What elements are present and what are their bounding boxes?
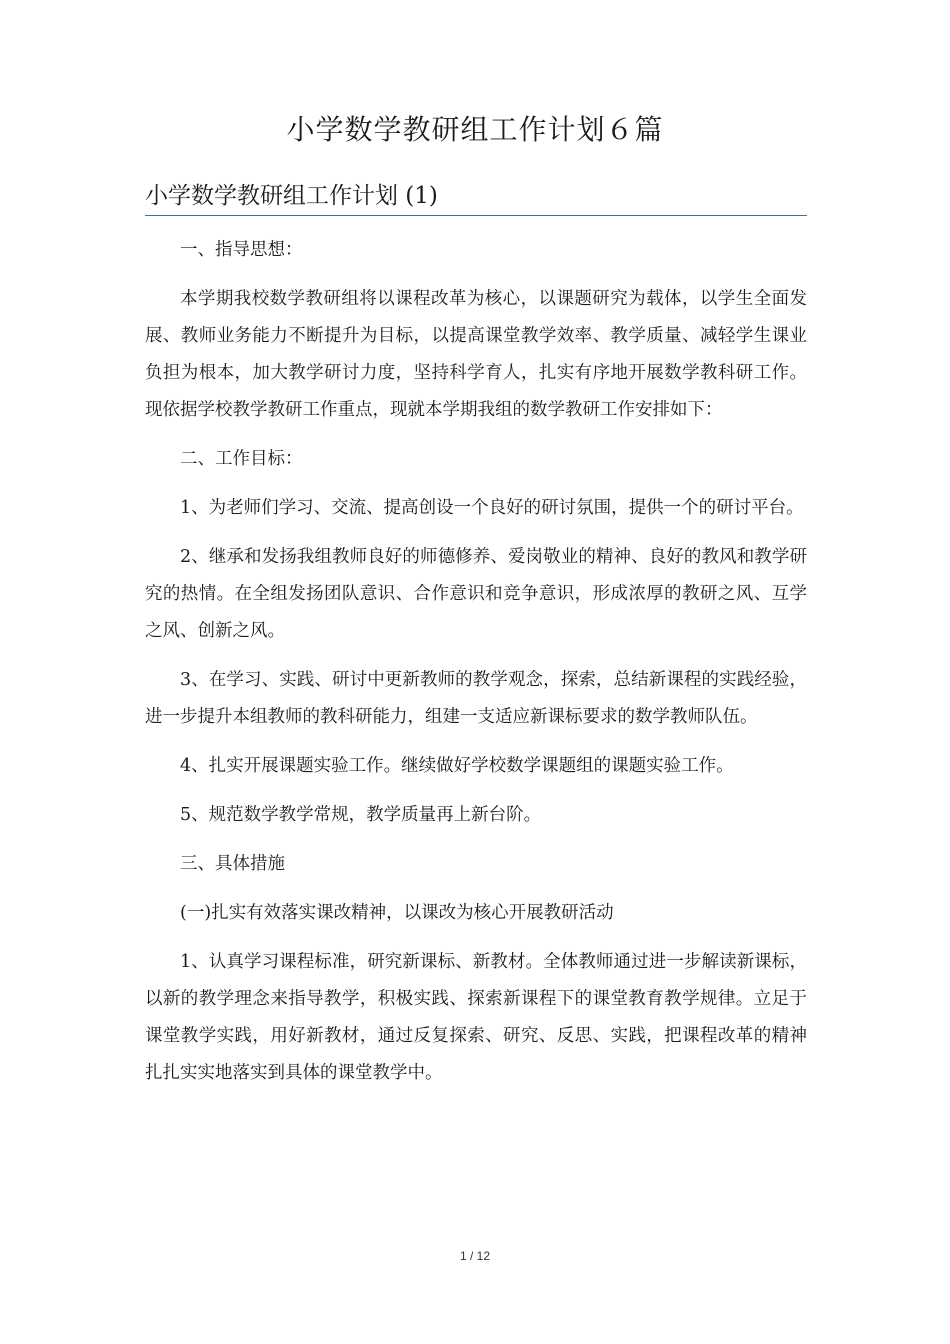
document-title: 小学数学教研组工作计划６篇 — [286, 113, 664, 146]
paragraph-guiding-ideology: 本学期我校数学教研组将以课程改革为核心，以课题研究为载体，以学生全面发展、教师业务能力不断提升为目标，以提高课堂教学效率、教学质量、减轻学生课业负担为根本，加大教学研讨力度，坚持科学育人，扎实有序地开展数学教科研工作。现依据学校教学教研工作重点，现就本学期我组的数学教研工作安排如下： — [145, 289, 807, 420]
document-body — [145, 232, 807, 1104]
section-heading: 小学数学教研组工作计划 (1) — [145, 178, 807, 216]
paragraph-measure-1-item-1: 1、认真学习课程标准，研究新课标、新教材。全体教师通过进一步解读新课标，以新的教学理念来指导教学，积极实践、探索新课程下的课堂教育教学规律。立足于课堂教学实践，用好新教材，通过反复探索、研究、反思、实践，把课程改革的精神扎扎实实地落实到具体的课堂教学中。 — [145, 952, 807, 1083]
subheading-measure-1: (一)扎实有效落实课改精神，以课改为核心开展教研活动 — [180, 903, 614, 923]
page-number: 1 / 12 — [459, 1249, 491, 1263]
paragraph-goal-3: 3、在学习、实践、研讨中更新教师的教学观念，探索，总结新课程的实践经验，进一步提升本组教师的教科研能力，组建一支适应新课标要求的数学教师队伍。 — [145, 670, 807, 727]
heading-guiding-ideology: 一、指导思想： — [180, 240, 303, 260]
paragraph-goal-1: 1、为老师们学习、交流、提高创设一个良好的研讨氛围，提供一个的研讨平台。 — [180, 498, 804, 518]
heading-specific-measures: 三、具体措施 — [180, 854, 285, 874]
paragraph-goal-2: 2、继承和发扬我组教师良好的师德修养、爱岗敬业的精神、良好的教风和教学研究的热情。在全组发扬团队意识、合作意识和竞争意识，形成浓厚的教研之风、互学之风、创新之风。 — [145, 547, 807, 641]
heading-work-goals: 二、工作目标： — [180, 449, 303, 469]
paragraph-goal-4: 4、扎实开展课题实验工作。继续做好学校数学课题组的课题实验工作。 — [180, 756, 734, 776]
paragraph-goal-5: 5、规范数学教学常规，教学质量再上新台阶。 — [180, 805, 542, 825]
